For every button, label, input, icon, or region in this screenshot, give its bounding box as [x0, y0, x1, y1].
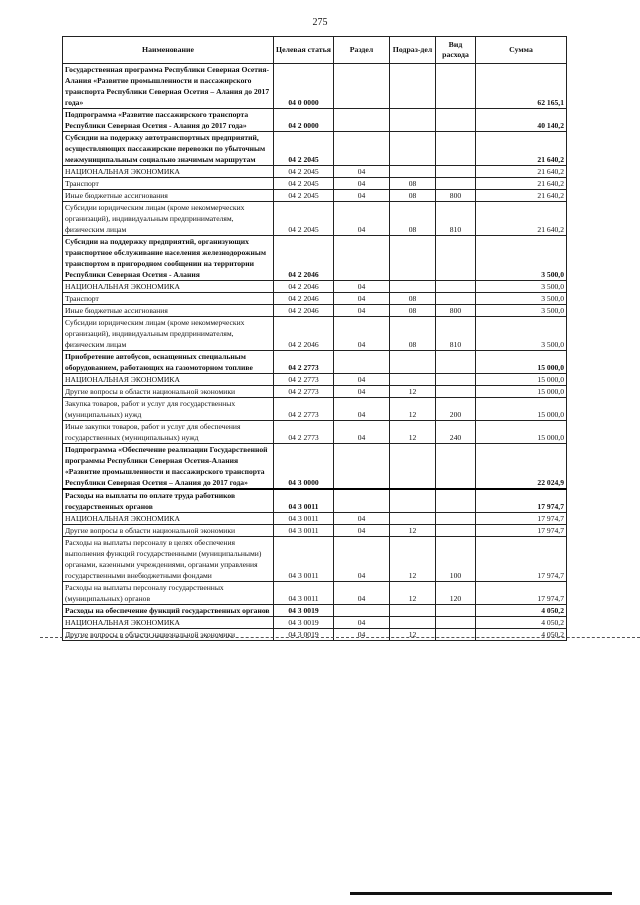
cell-section: 04 [334, 513, 390, 525]
cell-subsection [390, 64, 436, 109]
cell-subsection: 12 [390, 386, 436, 398]
cell-amount: 3 500,0 [476, 317, 567, 351]
header-subsection: Подраз-дел [390, 37, 436, 64]
cell-section: 04 [334, 178, 390, 190]
cell-target: 04 2 2773 [274, 386, 334, 398]
cell-subsection: 12 [390, 629, 436, 641]
table-row [63, 374, 567, 386]
cell-subsection: 08 [390, 293, 436, 305]
cell-section: 04 [334, 305, 390, 317]
cell-expense-type [436, 605, 476, 617]
cell-amount: 3 500,0 [476, 281, 567, 293]
header-expense-type: Вид расхода [436, 37, 476, 64]
cell-amount: 4 050,2 [476, 617, 567, 629]
cell-expense-type: 800 [436, 190, 476, 202]
table-row [63, 489, 567, 513]
cell-target: 04 2 2045 [274, 166, 334, 178]
cell-name: Иные закупки товаров, работ и услуг для обеспечения государственных (муниципальных) нужд [63, 421, 274, 444]
cell-expense-type: 240 [436, 421, 476, 444]
cell-name: НАЦИОНАЛЬНАЯ ЭКОНОМИКА [63, 513, 274, 525]
cell-section: 04 [334, 398, 390, 421]
cell-subsection [390, 444, 436, 490]
cell-subsection [390, 617, 436, 629]
table-row [63, 236, 567, 281]
table-row [63, 166, 567, 178]
table-row [63, 605, 567, 617]
cell-name: Расходы на выплаты по оплате труда работников государственных органов [63, 489, 274, 513]
cell-subsection: 12 [390, 525, 436, 537]
cell-section: 04 [334, 617, 390, 629]
header-amount: Сумма [476, 37, 567, 64]
cell-subsection [390, 351, 436, 374]
table-row [63, 293, 567, 305]
cell-expense-type [436, 374, 476, 386]
cell-name: Другие вопросы в области национальной экономики [63, 629, 274, 641]
cell-amount: 3 500,0 [476, 236, 567, 281]
cell-section: 04 [334, 190, 390, 202]
cell-expense-type [436, 351, 476, 374]
cell-name: Расходы на выплаты персоналу государственных (муниципальных) органов [63, 582, 274, 605]
cell-expense-type [436, 281, 476, 293]
cell-section: 04 [334, 525, 390, 537]
cell-target: 04 2 2046 [274, 281, 334, 293]
cell-expense-type: 120 [436, 582, 476, 605]
cell-subsection [390, 489, 436, 513]
cell-name: Субсидии юридическим лицам (кроме некоммерческих организаций), индивидуальным предпринимателям, физическим лицам [63, 202, 274, 236]
table-row [63, 317, 567, 351]
cell-amount: 17 974,7 [476, 525, 567, 537]
cell-section [334, 489, 390, 513]
cell-expense-type [436, 444, 476, 490]
cell-expense-type [436, 525, 476, 537]
cell-name: Транспорт [63, 178, 274, 190]
cell-expense-type [436, 236, 476, 281]
cell-subsection [390, 166, 436, 178]
cell-target: 04 2 2046 [274, 236, 334, 281]
cell-section [334, 236, 390, 281]
header-name: Наименование [63, 37, 274, 64]
header-section: Раздел [334, 37, 390, 64]
header-target: Целевая статья [274, 37, 334, 64]
cell-name: Государственная программа Республики Северная Осетия-Алания «Развитие промышленности и пассажирского транспорта Республики Северная Осетия – Алания до 2017 года» [63, 64, 274, 109]
cell-amount: 4 050,2 [476, 629, 567, 641]
cell-target: 04 3 0019 [274, 617, 334, 629]
cell-name: НАЦИОНАЛЬНАЯ ЭКОНОМИКА [63, 374, 274, 386]
cell-section: 04 [334, 582, 390, 605]
cell-expense-type: 810 [436, 317, 476, 351]
cell-amount: 15 000,0 [476, 351, 567, 374]
cell-name: Закупка товаров, работ и услуг для государственных (муниципальных) нужд [63, 398, 274, 421]
cell-subsection [390, 513, 436, 525]
cell-target: 04 3 0011 [274, 525, 334, 537]
cell-section: 04 [334, 386, 390, 398]
table-row [63, 281, 567, 293]
cell-expense-type: 100 [436, 537, 476, 582]
cell-expense-type [436, 617, 476, 629]
dashed-cut-line [40, 637, 640, 638]
cell-subsection: 08 [390, 178, 436, 190]
cell-target: 04 3 0011 [274, 489, 334, 513]
cell-section: 04 [334, 629, 390, 641]
cell-amount: 21 640,2 [476, 178, 567, 190]
cell-expense-type: 810 [436, 202, 476, 236]
cell-section [334, 351, 390, 374]
cell-subsection: 08 [390, 317, 436, 351]
cell-amount: 15 000,0 [476, 398, 567, 421]
cell-name: Субсидии на поддержку предприятий, организующих транспортное обслуживание населения железнодорожным транспортом в пригородном сообщении на территории Республики Северная Осетия - Алания [63, 236, 274, 281]
budget-table [62, 36, 567, 641]
cell-amount: 21 640,2 [476, 132, 567, 166]
cell-subsection [390, 109, 436, 132]
cell-section [334, 109, 390, 132]
cell-target: 04 0 0000 [274, 64, 334, 109]
table-row [63, 398, 567, 421]
cell-subsection [390, 132, 436, 166]
table-row [63, 64, 567, 109]
table-row [63, 132, 567, 166]
cell-name: НАЦИОНАЛЬНАЯ ЭКОНОМИКА [63, 617, 274, 629]
cell-target: 04 3 0011 [274, 537, 334, 582]
table-row [63, 386, 567, 398]
table-row [63, 202, 567, 236]
cell-expense-type [436, 293, 476, 305]
cell-section: 04 [334, 166, 390, 178]
cell-subsection: 08 [390, 305, 436, 317]
cell-expense-type [436, 629, 476, 641]
cell-subsection [390, 281, 436, 293]
cell-expense-type [436, 109, 476, 132]
cell-target: 04 2 2045 [274, 202, 334, 236]
cell-section: 04 [334, 374, 390, 386]
cell-amount: 40 140,2 [476, 109, 567, 132]
cell-amount: 17 974,7 [476, 513, 567, 525]
cell-section: 04 [334, 281, 390, 293]
cell-amount: 21 640,2 [476, 166, 567, 178]
table-row [63, 190, 567, 202]
cell-name: Другие вопросы в области национальной экономики [63, 525, 274, 537]
cell-subsection: 12 [390, 537, 436, 582]
cell-name: Транспорт [63, 293, 274, 305]
cell-expense-type [436, 178, 476, 190]
cell-amount: 22 024,9 [476, 444, 567, 490]
cell-section [334, 605, 390, 617]
cell-target: 04 2 2045 [274, 132, 334, 166]
cell-amount: 17 974,7 [476, 489, 567, 513]
cell-amount: 62 165,1 [476, 64, 567, 109]
cell-target: 04 2 2773 [274, 351, 334, 374]
cell-subsection: 12 [390, 421, 436, 444]
cell-target: 04 3 0000 [274, 444, 334, 490]
cell-amount: 17 974,7 [476, 537, 567, 582]
cell-expense-type [436, 64, 476, 109]
cell-amount: 21 640,2 [476, 190, 567, 202]
cell-section: 04 [334, 317, 390, 351]
cell-target: 04 2 2046 [274, 305, 334, 317]
cell-target: 04 2 2773 [274, 374, 334, 386]
cell-target: 04 3 0011 [274, 513, 334, 525]
cell-target: 04 2 2045 [274, 178, 334, 190]
table-row [63, 513, 567, 525]
cell-subsection [390, 236, 436, 281]
cell-target: 04 2 2046 [274, 317, 334, 351]
table-row [63, 537, 567, 582]
cell-expense-type [436, 132, 476, 166]
cell-section [334, 132, 390, 166]
table-row [63, 525, 567, 537]
table-row [63, 617, 567, 629]
cell-amount: 17 974,7 [476, 582, 567, 605]
cell-amount: 4 050,2 [476, 605, 567, 617]
cell-name: Субсидии на подержку автотранспортных предприятий, осуществляющих пассажирские перевозки по убыточным межмуниципальным социально значимым маршрутам [63, 132, 274, 166]
cell-name: НАЦИОНАЛЬНАЯ ЭКОНОМИКА [63, 166, 274, 178]
cell-amount: 3 500,0 [476, 305, 567, 317]
cell-subsection: 12 [390, 398, 436, 421]
cell-name: Расходы на выплаты персоналу в целях обеспечения выполнения функций государственными (муниципальными) органами, казенными учреждениями, органами управления государственными внебюджетными фондами [63, 537, 274, 582]
cell-section: 04 [334, 202, 390, 236]
cell-subsection [390, 374, 436, 386]
cell-name: Подпрограмма «Обеспечение реализации Государственной программы Республики Северная Осетия-Алания «Развитие промышленности и пассажирского транспорта Республики Северная Осетия – Алания до 2017 года» [63, 444, 274, 490]
table-row [63, 421, 567, 444]
table-row [63, 444, 567, 490]
cell-expense-type [436, 513, 476, 525]
cell-expense-type [436, 386, 476, 398]
cell-subsection: 08 [390, 202, 436, 236]
cell-section [334, 64, 390, 109]
cell-name: Другие вопросы в области национальной экономики [63, 386, 274, 398]
cell-expense-type [436, 166, 476, 178]
table-header-row [63, 37, 567, 64]
cell-amount: 15 000,0 [476, 374, 567, 386]
cell-target: 04 2 2773 [274, 421, 334, 444]
page-number: 275 [312, 17, 328, 28]
cell-name: Иные бюджетные ассигнования [63, 190, 274, 202]
cell-target: 04 2 2773 [274, 398, 334, 421]
cell-name: НАЦИОНАЛЬНАЯ ЭКОНОМИКА [63, 281, 274, 293]
cell-section: 04 [334, 421, 390, 444]
table-row [63, 629, 567, 641]
table-row [63, 582, 567, 605]
cell-target: 04 3 0019 [274, 629, 334, 641]
cell-name: Иные бюджетные ассигнования [63, 305, 274, 317]
table-row [63, 109, 567, 132]
cell-expense-type: 800 [436, 305, 476, 317]
cell-expense-type [436, 489, 476, 513]
cell-target: 04 2 2046 [274, 293, 334, 305]
cell-subsection: 08 [390, 190, 436, 202]
cell-amount: 21 640,2 [476, 202, 567, 236]
cell-target: 04 2 2045 [274, 190, 334, 202]
cell-target: 04 3 0011 [274, 582, 334, 605]
cell-subsection [390, 605, 436, 617]
table-row [63, 351, 567, 374]
cell-name: Приобретение автобусов, оснащенных специальным оборудованием, работающих на газомоторном топливе [63, 351, 274, 374]
cell-target: 04 2 0000 [274, 109, 334, 132]
cell-amount: 15 000,0 [476, 386, 567, 398]
cell-name: Расходы на обеспечение функций государственных органов [63, 605, 274, 617]
table-row [63, 305, 567, 317]
cell-section: 04 [334, 293, 390, 305]
bottom-rule [350, 892, 612, 895]
cell-section: 04 [334, 537, 390, 582]
cell-expense-type: 200 [436, 398, 476, 421]
cell-subsection: 12 [390, 582, 436, 605]
table-row [63, 178, 567, 190]
cell-section [334, 444, 390, 490]
cell-name: Субсидии юридическим лицам (кроме некоммерческих организаций), индивидуальным предпринимателям, физическим лицам [63, 317, 274, 351]
cell-name: Подпрограмма «Развитие пассажирского транспорта Республики Северная Осетия - Алания до 2017 года» [63, 109, 274, 132]
cell-target: 04 3 0019 [274, 605, 334, 617]
cell-amount: 3 500,0 [476, 293, 567, 305]
cell-amount: 15 000,0 [476, 421, 567, 444]
